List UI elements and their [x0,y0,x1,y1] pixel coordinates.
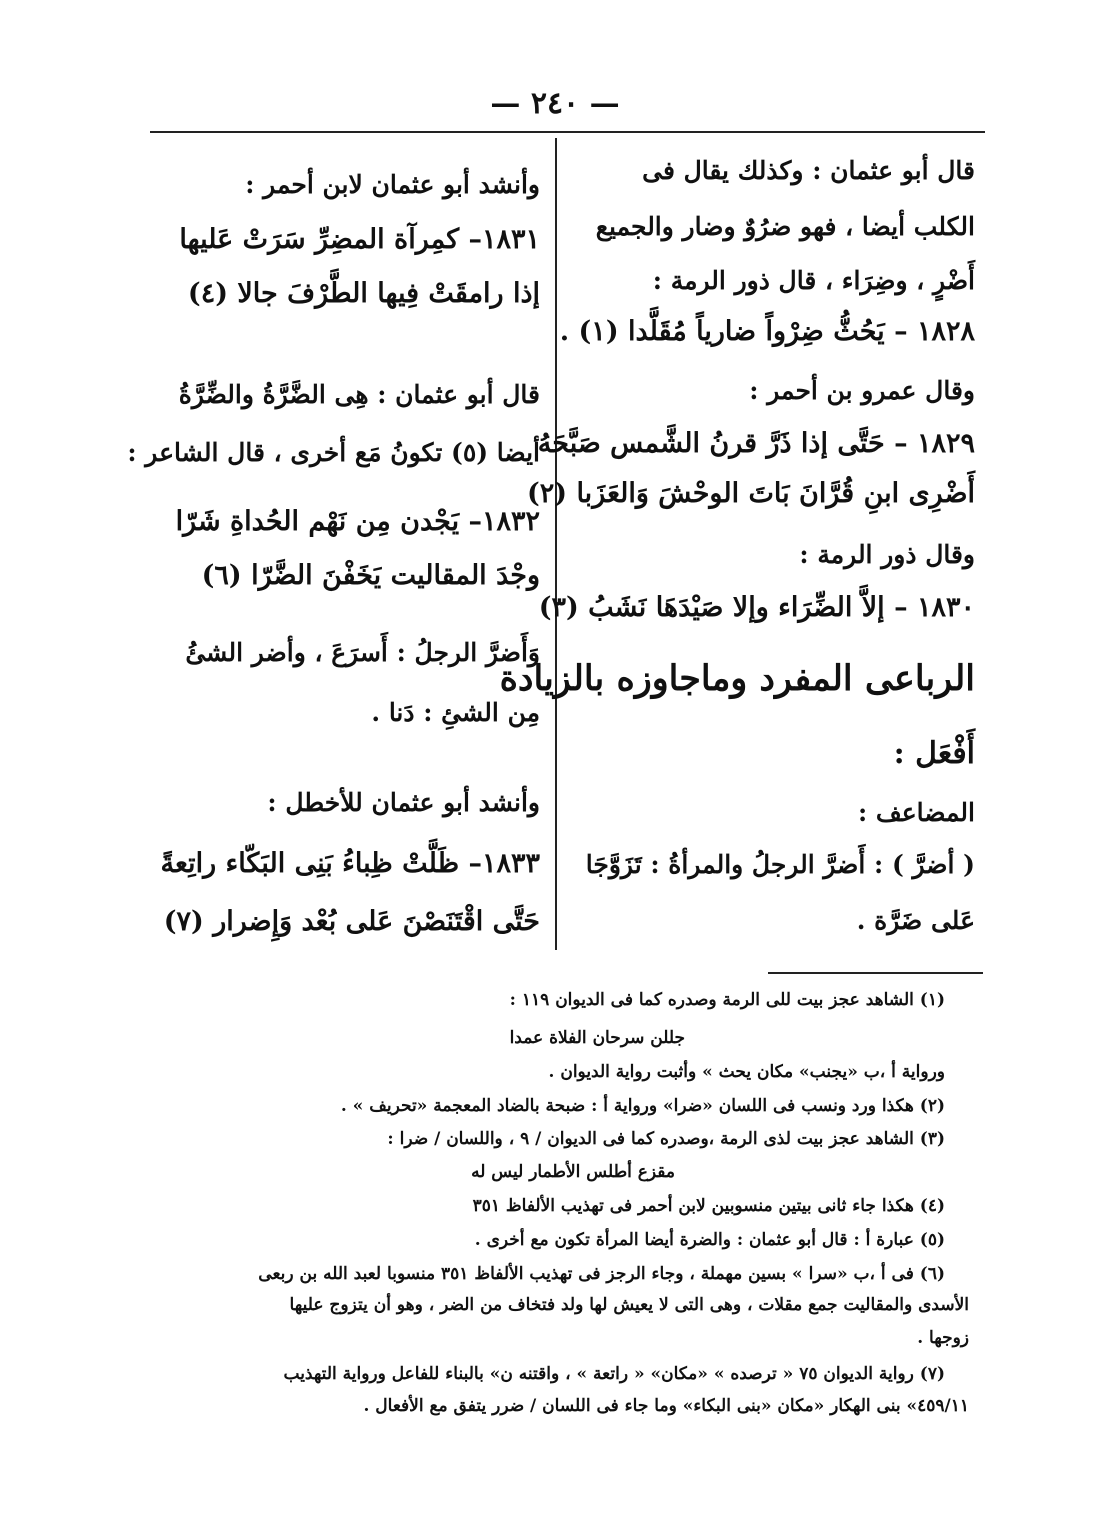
text-line: وَأَضرَّ الرجلُ : أَسرَعَ ، وأضر الشئُ [185,638,540,667]
text-line: قال أبو عثمان : هِى الضَّرَّةُ والضِّرَّةُ [178,380,540,409]
footnote-line: مقزع أطلس الأطمار ليس له [471,1162,675,1182]
text-line: قال أبو عثمان : وكذلك يقال فى [642,156,975,185]
verse-line: حَتَّى اقْتَنَصْنَ عَلى بُعْد وَإِضرار (٧) [163,906,540,937]
footnote-line: (٧) رواية الديوان ٧٥ « ترصده » «مكان» « راتعة » ، واقتنه ن» بالبناء للفاعل ورواية التهذيب [283,1364,945,1384]
footnote-line: (٦) فى أ ،ب «سرا » بسين مهملة ، وجاء الرجز فى تهذيب الألفاظ ٣٥١ منسوبا لعبد الله بن ربعى [258,1264,945,1284]
text-line: وأنشد أبو عثمان للأخطل : [267,788,540,817]
text-line: وأنشد أبو عثمان لابن أحمر : [245,170,540,199]
text-line: وقال ذور الرمة : [799,540,975,569]
text-line: وقال عمرو بن أحمر : [749,376,975,405]
verse-line: ١٨٣٠ – إلاَّ الضِّرَاء وإلا صَيْدَهَا نَشَبُ (٣) [538,592,975,623]
header-rule [150,131,985,133]
verse-line: ١٨٢٩ – حَتَّى إذا ذَرَّ قرنُ الشَّمس صَبَّحَهُ [537,428,975,459]
footnote-line: زوجها . [917,1328,969,1348]
footnote-line: جللن سرحان الفلاة عمدا [509,1028,685,1048]
text-line: الكلب أيضا ، فهو ضرُوٌ وضار والجميع [595,212,975,241]
verse-line: وجْدَ المقاليت يَخَفْنَ الضَّرّا (٦) [201,560,540,591]
footnote-line: ورواية أ ،ب «يجنب» مكان يحث » وأثبت رواية الديوان . [548,1062,945,1082]
text-line: أيضا (٥) تكونُ مَع أخرى ، قال الشاعر : [127,438,540,467]
footnote-line: ٤٥٩/١١» بنى الهكار «مكان «بنى البكاء» وما جاء فى اللسان / ضرر يتفق مع الأفعال . [363,1396,969,1416]
footnote-line: (٣) الشاهد عجز بيت لذى الرمة ،وصدره كما فى الديوان / ٩ ، واللسان / ضرا : [387,1129,945,1149]
section-heading: الرباعى المفرد وماجاوزه بالزيادة [499,658,975,699]
text-line: عَلى ضَرَّة . [856,906,975,935]
text-line: مِن الشئِ : دَنا . [371,698,540,727]
page-number: — ٢٤٠ — [490,86,620,121]
footnote-line: (٥) عبارة أ : قال أبو عثمان : والضرة أيضا المرأة تكون مع أخرى . [474,1230,945,1250]
footnote-line: (٢) هكذا ورد ونسب فى اللسان «ضرا» ورواية أ : ضبحة بالضاد المعجمة «تحريف » . [340,1096,945,1116]
column-divider [555,138,557,950]
footnote-line: (١) الشاهد عجز بيت للى الرمة وصدره كما فى الديوان ١١٩ : [509,990,945,1010]
footnote-rule [768,972,983,974]
verse-line: ١٨٣١– كمِرآة المضِرِّ سَرَتْ عَليها [179,224,540,255]
text-line: أَضْرٍ ، وضِرَاء ، قال ذور الرمة : [652,266,975,295]
verse-line: ١٨٢٨ – يَحُثُّ ضِرْواً ضارياً مُقَلَّدا (١) . [559,316,975,347]
footnote-line: الأسدى والمقاليت جمع مقلات ، وهى التى لا يعيش لها ولد فتخاف من الضر ، وهو أن يتزوج عليها [289,1295,969,1315]
footnote-line: (٤) هكذا جاء ثانى بيتين منسوبين لابن أحمر فى تهذيب الألفاظ ٣٥١ [472,1196,945,1216]
verse-line: أَضْرِى ابنِ قُرَّانَ بَاتَ الوحْشَ وَالعَزَبا (٢) [526,478,975,509]
verse-line: ١٨٣٢– يَجْدن مِن نَهْم الحُداةِ شَرّا [175,506,540,537]
verse-line: إذا رامقَتْ فِيها الطَّرْفَ جالا (٤) [187,278,540,309]
text-line: ( أضرَّ ) : أَضرَّ الرجلُ والمرأةُ : تَزَوَّجَا [585,850,975,879]
subsection-heading: المضاعف : [857,798,975,827]
verse-line: ١٨٣٣– ظَلَّتْ ظِباءُ بَنِى البَكّاء راتِعةً [160,848,540,879]
subsection-heading: أَفْعَل : [893,736,975,771]
